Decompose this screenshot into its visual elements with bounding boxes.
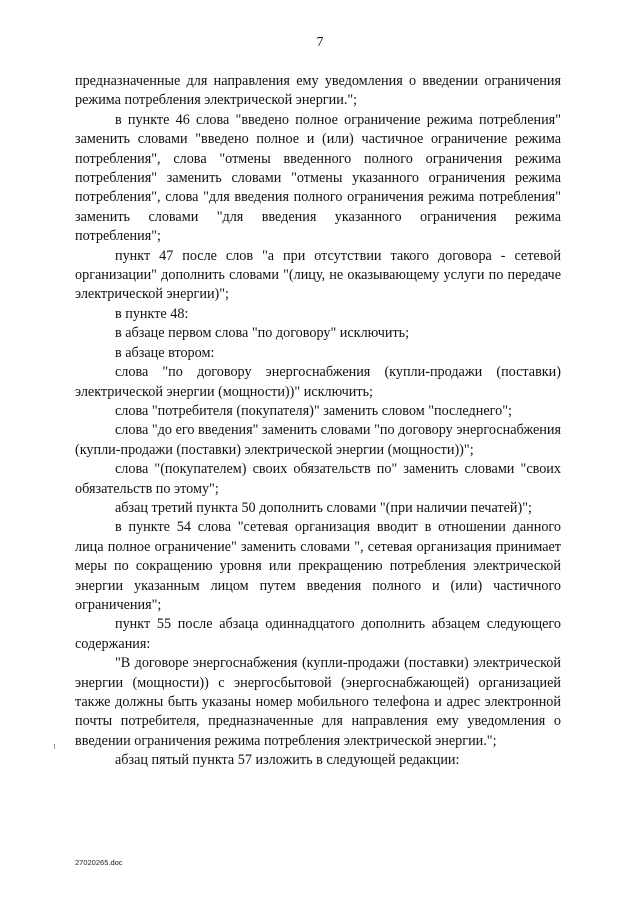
paragraph: в абзаце втором: bbox=[115, 344, 215, 361]
footer-filename: 27020265.doc bbox=[75, 858, 123, 867]
paragraph: в абзаце первом слова "по договору" исключить; bbox=[115, 325, 410, 342]
paragraph: в пункте 46 слова "введено полное ограничение режима потребления" заменить словами "введено полное и (или) частичное ограничение режима потребления", слова "отмены введенного полного ограничения режима потребления" заменить словами "отмены указанного ограничения режима потребления", слова "для введения полного ограничения режима потребления" заменить словами "для введения указанного ограничения режима потребления"; bbox=[75, 111, 561, 245]
margin-mark bbox=[54, 744, 55, 749]
paragraph: слова "потребителя (покупателя)" заменить словом "последнего"; bbox=[115, 402, 512, 419]
page-number: 7 bbox=[316, 35, 324, 50]
paragraph: абзац пятый пункта 57 изложить в следующей редакции: bbox=[115, 752, 460, 769]
paragraph: предназначенные для направления ему уведомления о введении ограничения режима потребления электрической энергии."; bbox=[75, 73, 561, 109]
paragraph: в пункте 54 слова "сетевая организация вводит в отношении данного лица полное ограничение" заменить словами ", сетевая организация принимает меры по сокращению уровня или прекращению потребления электрической энергии указанным лицом путем введения полного и (или) частичного ограничения"; bbox=[75, 519, 561, 613]
document-body bbox=[75, 72, 561, 771]
paragraph: пункт 47 после слов "а при отсутствии такого договора - сетевой организации" дополнить словами "(лицу, не оказывающему услуги по передаче электрической энергии)"; bbox=[75, 247, 561, 303]
paragraph: слова "по договору энергоснабжения (купли-продажи (поставки) электрической энергии (мощности))" исключить; bbox=[75, 364, 561, 400]
paragraph: абзац третий пункта 50 дополнить словами "(при наличии печатей)"; bbox=[115, 499, 532, 516]
paragraph: слова "(покупателем) своих обязательств по" заменить словами "своих обязательств по этому"; bbox=[75, 461, 561, 497]
paragraph: в пункте 48: bbox=[115, 305, 189, 322]
paragraph: "В договоре энергоснабжения (купли-продажи (поставки) электрической энергии (мощности)) с энергосбытовой (энергоснабжающей) организацией также должны быть указаны номер мобильного телефона и адрес электронной почты потребителя, предназначенные для направления ему уведомления о введении ограничения режима потребления электрической энергии."; bbox=[75, 655, 561, 749]
paragraph: слова "до его введения" заменить словами "по договору энергоснабжения (купли-продажи (поставки) электрической энергии (мощности))"; bbox=[75, 422, 561, 458]
paragraph: пункт 55 после абзаца одиннадцатого дополнить абзацем следующего содержания: bbox=[75, 616, 561, 652]
